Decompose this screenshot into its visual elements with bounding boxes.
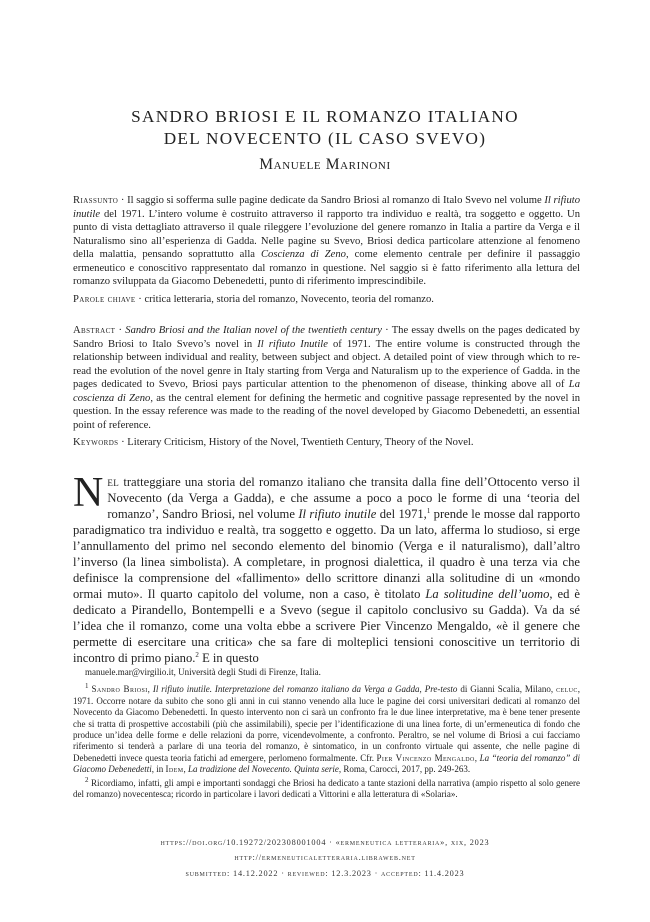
submission-dates-line: submitted: 14.12.2022 · reviewed: 12.3.2023 · accepted: 11.4.2023 (185, 869, 465, 878)
keywords-paragraph: Keywords · Literary Criticism, History of the Novel, Twentieth Century, Theory of the Novel. (73, 437, 474, 448)
doi-line[interactable]: https://doi.org/10.19272/202308001004 · «ermeneutica letteraria», xix, 2023 (160, 838, 490, 847)
footnote-1: $^1$ Sandro Briosi, Il rifiuto inutile. Interpretazione del romanzo italiano da Verga a Gadda, Pre-testo di Gianni Scalia, Milano, celuc, 1971. Occorre notare da subito che sono gli anni in cui stanno venendo alla luce le pagine dei corsi universitari dedicati al romanzo del Novecento da Giacomo Debenedetti. In questo intervento non ci sarà un confronto fra le due linee interpretative, ma è bene tener presente che si tratta di prospettive accostabili (più che assimilabili), specie per l’identificazione di una linea forte, di un’ermeneutica di fondo che produce un’idea delle forme e delle relazioni da porre, vicendevolmente, a confronto. Peraltro, se nel volume di Briosi a cui facciamo riferimento si tenderà a parlare di una teoria del romanzo, è sintomatico, in un confronto virtuale qui assente, che nelle pagine di Debenedetti invece questa teoria fatichi ad emergere, perlomeno formalmente. Cfr. Pier Vincenzo Mengaldo, La “teoria del romanzo” di Giacomo Debenedetti, in Idem, La tradizione del Novecento. Quinta serie, Roma, Carocci, 2017, pp. 249-263. (73, 682, 581, 775)
riassunto-label: Riassunto (73, 195, 119, 206)
abstract-label: Abstract (73, 325, 116, 336)
abstract-paragraph: Abstract · Sandro Briosi and the Italian novel of the twentieth century · The essay dwells on the pages dedicated by Sandro Briosi to Italo Svevo’s novel in Il rifiuto Inutile of 1971. The entire volume is constructed through the relationship between individual and reality, between subject and object. A detailed point of view through which to re-read the evolution of the novel genre in Italy starting from Verga and Naturalism up to the experience of Gadda. in the pages dedicated to Svevo, Briosi pays particular attention to the phenomenon of disease, thinking above all of La coscienza di Zeno, as the central element for defining the hermetic and cognitive passage represented by the novel in question. In the essay reference was made to the reading of the novel developed by Giacomo Debenedetti, an essential point of reference. (73, 325, 580, 431)
footnotes-block (73, 667, 580, 800)
website-line[interactable]: http://ermeneuticaletteraria.libraweb.net (234, 853, 416, 862)
article-title-line-1: SANDRO BRIOSI E IL ROMANZO ITALIANO (131, 107, 519, 126)
drop-cap: N (73, 470, 104, 516)
riassunto-block (73, 194, 580, 306)
article-title-line-2: DEL NOVECENTO (IL CASO SVEVO) (163, 129, 487, 148)
author-name: Manuele Marinoni (259, 156, 391, 173)
parole-chiave-label: Parole chiave (73, 293, 136, 305)
author-affiliation: manuele.mar@virgilio.it, Università degli Studi di Firenze, Italia. (85, 667, 321, 677)
footnote-ref-2[interactable]: 2 (195, 650, 199, 659)
keywords-label: Keywords (73, 437, 119, 448)
footnote-ref-1[interactable]: 1 (426, 506, 431, 515)
body-paragraph: Nel tratteggiare una storia del romanzo italiano che transita dalla fine dell’Ottocento verso il Novecento (da Verga a Gadda), e che assume a poco a poco le forme di una ‘teoria del romanzo’, Sandro Briosi, nel volume Il rifiuto inutile del 1971,$^1$ prende le mosse dal rapporto paradigmatico tra individuo e realtà, tra soggetto e oggetto. Da un lato, afferma lo studioso, si erge l’annullamento del primo nel secondo elemento del binomio (Verga e il naturalismo), dall’altro l’inverso (la linea simbolista). A completare, in prognosi dialettica, il quadro è una terza via che definisce la comprensione del «fallimento» dello scrittore dinanzi alla solitudine di un «mondo ormai muto». Il quarto capitolo del volume, non a caso, è titolato La solitudine dell’uomo, ed è dedicato a Pirandello, Bontempelli e a Svevo (segue il capitolo conclusivo su Gadda). Va da sé l’idea che il romanzo, come una volta ebbe a scrivere Pier Vincenzo Mengaldo, «è il genere che permette di esercitare una critica» che sa fare di molteplici tensioni conoscitive un territorio di incontro di primo piano.$^2$ E in questo (73, 470, 580, 665)
parole-chiave-paragraph: Parole chiave · critica letteraria, storia del romanzo, Novecento, teoria del romanzo. (73, 293, 434, 305)
body-text-block (73, 470, 580, 666)
footnote-2: $^2$ Ricordiamo, infatti, gli ampi e importanti sondaggi che Briosi ha dedicato a tante stazioni della narrativa (ampio rispetto al solo genere del romanzo) novecentesca; ricordo in particolare i lavori dedicati a Vittorini e alla letteratura di «Solaria». (73, 775, 580, 800)
riassunto-paragraph: Riassunto · Il saggio si sofferma sulle pagine dedicate da Sandro Briosi al romanzo di Italo Svevo nel volume Il rifiuto inutile del 1971. L’intero volume è costruito attraverso il rapporto tra individuo e realtà, tra soggetto e oggetto. Un punto di vista dettagliato attraverso il quale rileggere l’evoluzione del genere romanzo in Italia a partire da Verga e il Naturalismo sino all’esperienza di Gadda. Nelle pagine su Svevo, Briosi dedica particolare attenzione al fenomeno della malattia, pensando soprattutto alla Coscienza di Zeno, come elemento centrale per definire il passaggio ermeneutico e conoscitivo rappresentato dal romanzo in questione. Nel saggio si è fatto riferimento alla lettura del romanzo sviluppata da Giacomo Debenedetti, punto di riferimento imprescindibile. (73, 195, 581, 287)
abstract-block (73, 324, 580, 450)
